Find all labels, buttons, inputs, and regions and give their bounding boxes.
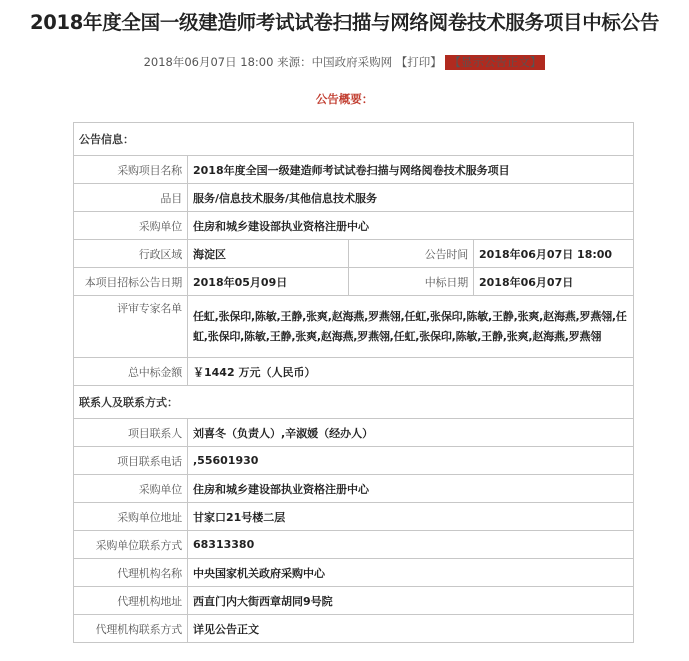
summary-label: 公告概要：	[315, 92, 374, 106]
district-label: 行政区域	[74, 240, 188, 268]
experts-label: 评审专家名单	[74, 296, 188, 358]
table-row	[74, 296, 634, 358]
section-contacts: 联系人及联系方式：	[74, 386, 634, 419]
experts-value: 任虹,张保印,陈敏,王静,张爽,赵海燕,罗燕翎,任虹,张保印,陈敏,王静,张爽,赵海燕,罗燕翎,任虹,张保印,陈敏,王静,张爽,赵海燕,罗燕翎,任虹,张保印,陈敏,王静,张爽,赵海燕,罗燕翎	[188, 296, 634, 358]
agency-contact-label: 代理机构联系方式	[74, 615, 188, 643]
table-row	[74, 240, 634, 268]
page-title: 2018年度全国一级建造师考试试卷扫描与网络阅卷技术服务项目中标公告	[29, 11, 660, 34]
purchaser-value: 住房和城乡建设部执业资格注册中心	[188, 212, 634, 240]
amount-label: 总中标金额	[74, 358, 188, 386]
project-phone-value: ,55601930	[188, 447, 634, 475]
amount-value: ￥1442 万元（人民币）	[188, 358, 634, 386]
project-name-label: 采购项目名称	[74, 156, 188, 184]
category-label: 品目	[74, 184, 188, 212]
table-row	[74, 531, 634, 559]
bid-date-label: 本项目招标公告日期	[74, 268, 188, 296]
purchaser-phone-label: 采购单位联系方式	[74, 531, 188, 559]
announce-time-label: 公告时间	[349, 240, 474, 268]
show-full-text-button[interactable]: 【显示公告正文】	[445, 55, 545, 70]
table-row	[74, 475, 634, 503]
purchaser-phone-value: 68313380	[188, 531, 634, 559]
meta-line	[0, 54, 689, 70]
purchaser-address-value: 甘家口21号楼二层	[188, 503, 634, 531]
project-contact-value: 刘喜冬（负责人）,辛淑媛（经办人）	[188, 419, 634, 447]
print-link[interactable]: 【打印】	[395, 55, 442, 69]
table-row	[74, 268, 634, 296]
project-contact-label: 项目联系人	[74, 419, 188, 447]
section-announcement-info: 公告信息：	[74, 123, 634, 156]
table-row	[74, 212, 634, 240]
announcement-info-table	[73, 122, 634, 643]
project-name-value: 2018年度全国一级建造师考试试卷扫描与网络阅卷技术服务项目	[188, 156, 634, 184]
publish-date: 2018年06月07日 18:00	[143, 55, 274, 69]
project-phone-label: 项目联系电话	[74, 447, 188, 475]
contact-purchaser-label: 采购单位	[74, 475, 188, 503]
table-row	[74, 419, 634, 447]
contact-purchaser-value: 住房和城乡建设部执业资格注册中心	[188, 475, 634, 503]
table-row	[74, 587, 634, 615]
table-row	[74, 503, 634, 531]
table-row	[74, 358, 634, 386]
agency-contact-value: 详见公告正文	[188, 615, 634, 643]
purchaser-address-label: 采购单位地址	[74, 503, 188, 531]
table-row	[74, 615, 634, 643]
district-value: 海淀区	[188, 240, 349, 268]
agency-address-value: 西直门内大街西章胡同9号院	[188, 587, 634, 615]
award-date-value: 2018年06月07日	[474, 268, 634, 296]
agency-name-label: 代理机构名称	[74, 559, 188, 587]
table-row	[74, 184, 634, 212]
award-date-label: 中标日期	[349, 268, 474, 296]
category-value: 服务/信息技术服务/其他信息技术服务	[188, 184, 634, 212]
agency-address-label: 代理机构地址	[74, 587, 188, 615]
purchaser-label: 采购单位	[74, 212, 188, 240]
table-row	[74, 156, 634, 184]
table-row	[74, 559, 634, 587]
source: 来源：中国政府采购网	[277, 55, 393, 69]
table-row	[74, 447, 634, 475]
announce-time-value: 2018年06月07日 18:00	[474, 240, 634, 268]
bid-date-value: 2018年05月09日	[188, 268, 349, 296]
agency-name-value: 中央国家机关政府采购中心	[188, 559, 634, 587]
